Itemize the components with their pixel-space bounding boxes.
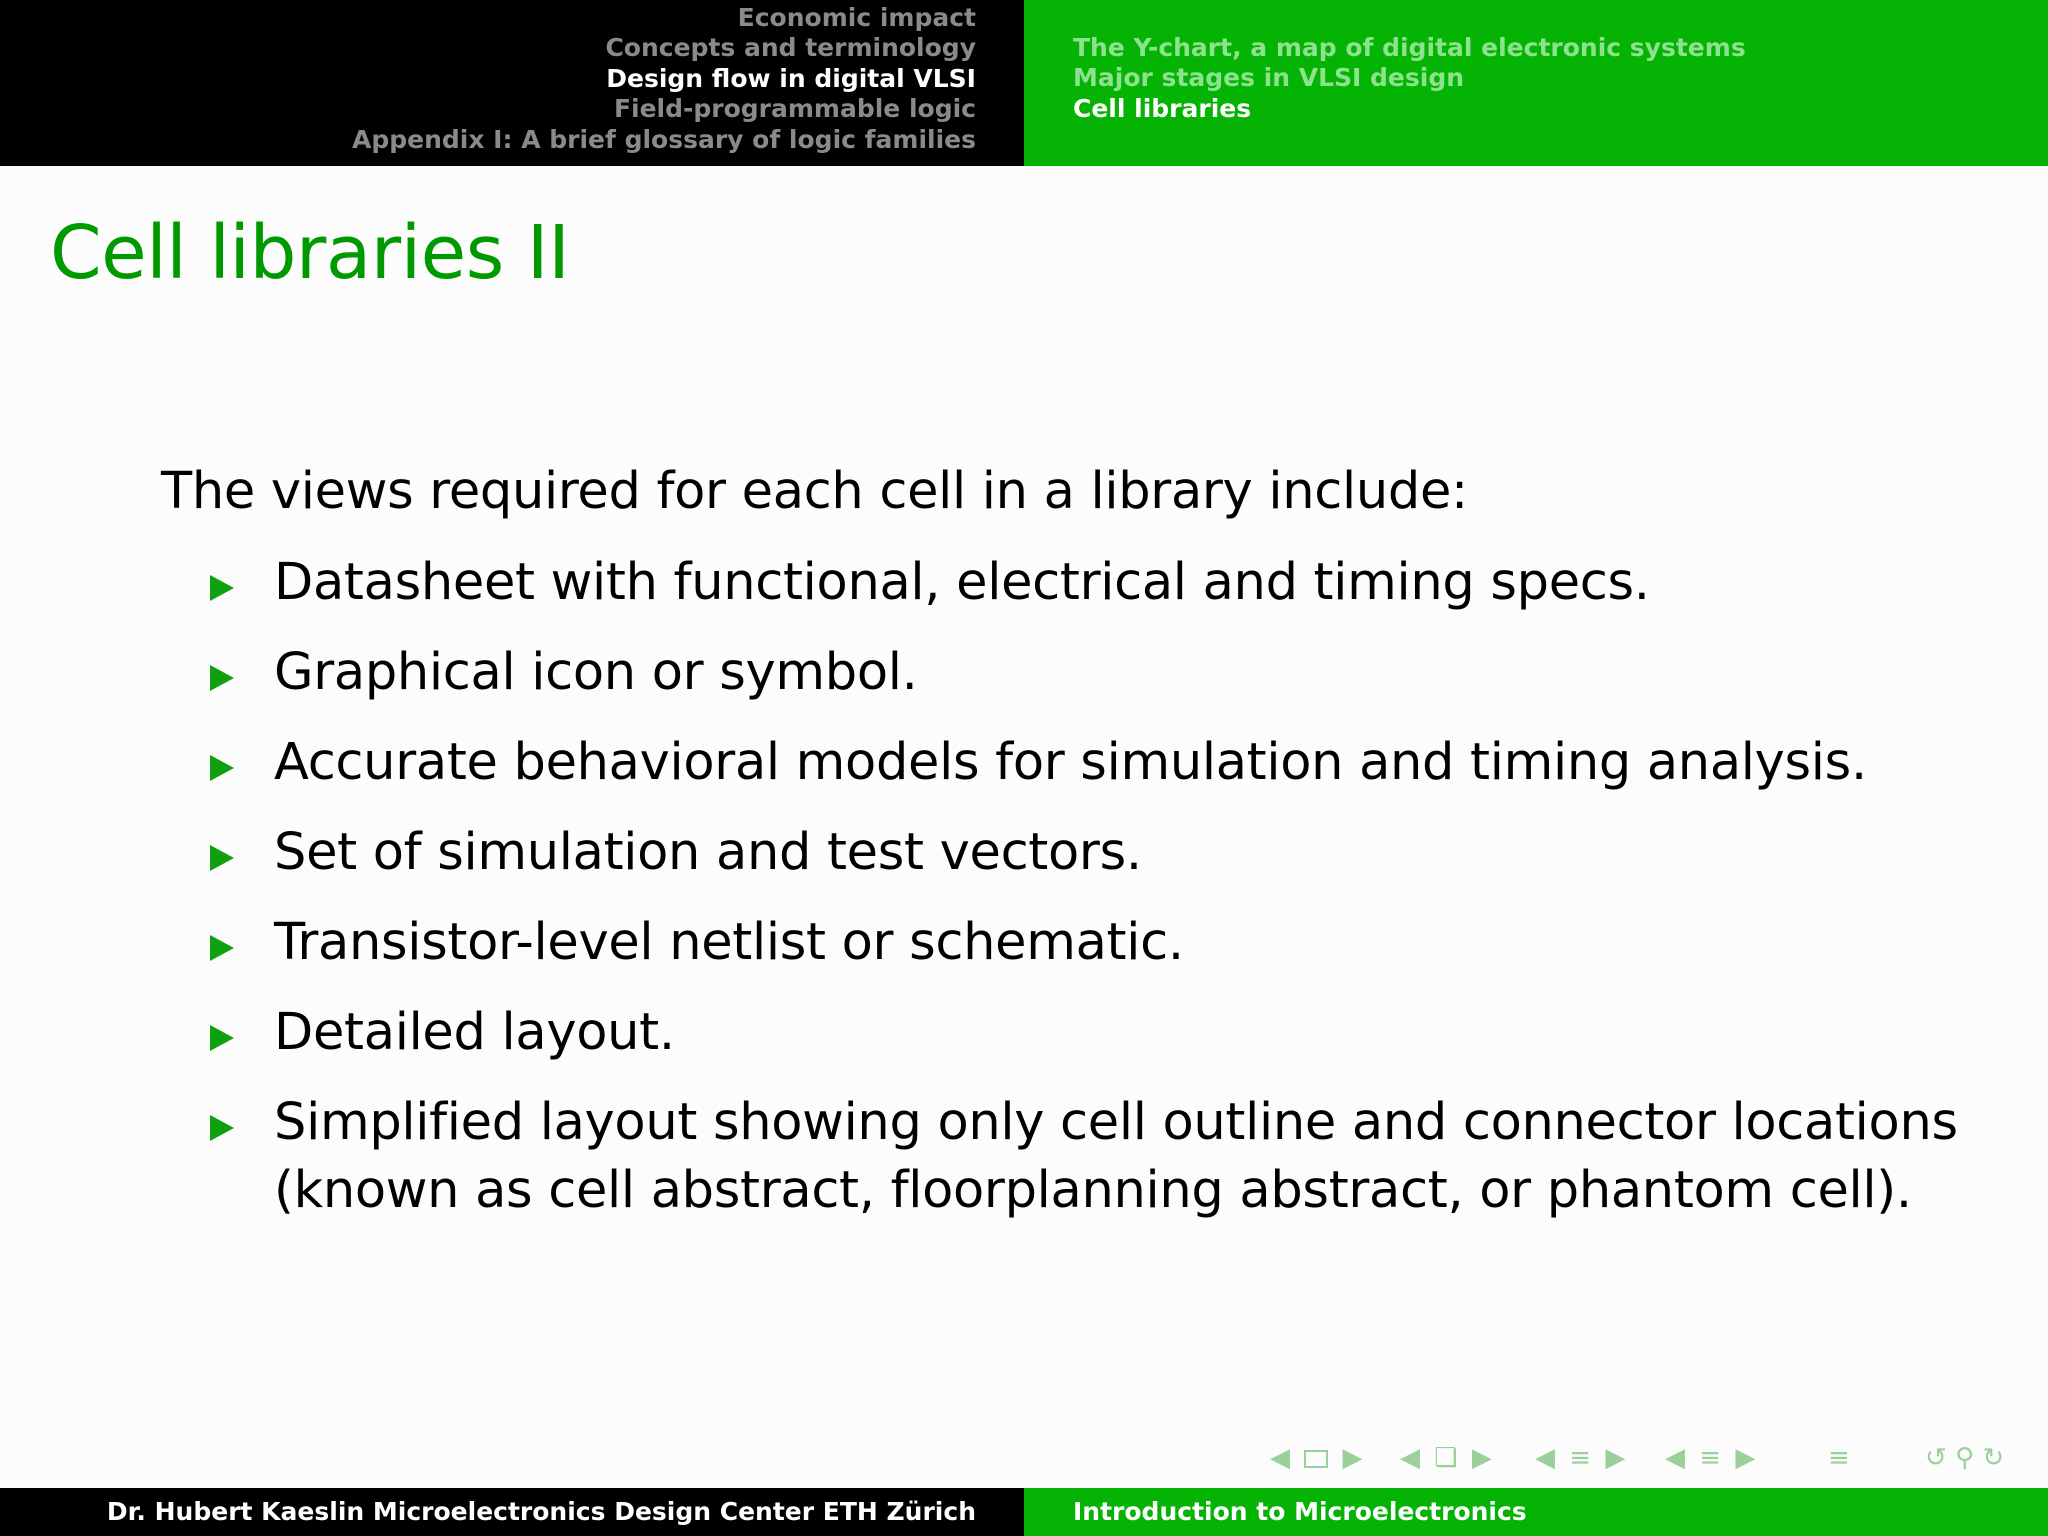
list-item-text: Transistor-level netlist or schematic. — [274, 913, 1184, 972]
forward-icon[interactable]: ↻ — [1982, 1443, 2005, 1473]
footer-title: Introduction to Microelectronics — [1073, 1497, 1527, 1526]
nav-prev-icon[interactable]: ◀ — [1535, 1443, 1555, 1473]
list-item-text: (known as cell abstract, floorplanning abstract, or phantom cell). — [274, 1161, 1912, 1220]
nav-section-appendix[interactable]: Appendix I: A brief glossary of logic families — [352, 124, 976, 154]
search-nav[interactable] — [1925, 1440, 2004, 1476]
header-subsections-panel — [1024, 0, 2048, 166]
bullet-triangle-icon — [210, 935, 234, 961]
document-nav[interactable] — [1828, 1440, 1850, 1476]
bullet-triangle-icon — [210, 665, 234, 691]
nav-section-fpga[interactable]: Field-programmable logic — [613, 94, 976, 124]
nav-next-icon[interactable]: ▶ — [1342, 1443, 1363, 1473]
subsection-nav[interactable] — [1400, 1440, 1492, 1476]
list-item-text: Accurate behavioral models for simulation and timing analysis. — [274, 733, 1867, 792]
bullet-triangle-icon — [210, 1025, 234, 1051]
subsection-nav-list — [1073, 33, 1746, 124]
footer-author-panel — [0, 1488, 1024, 1536]
nav-prev-icon[interactable]: ◀ — [1400, 1443, 1420, 1473]
bullet-triangle-icon — [210, 575, 234, 601]
frame-nav[interactable] — [1270, 1440, 1363, 1476]
section-nav[interactable] — [1535, 1440, 1625, 1476]
list-item-text: Datasheet with functional, electrical and timing specs. — [274, 553, 1650, 612]
search-icon[interactable]: ⚲ — [1955, 1443, 1975, 1473]
bullet-triangle-icon — [210, 755, 234, 781]
footer-author: Dr. Hubert Kaeslin Microelectronics Design Center ETH Zürich — [106, 1497, 976, 1526]
frame-icon[interactable] — [1304, 1450, 1328, 1468]
nav-next-icon[interactable]: ▶ — [1605, 1443, 1626, 1473]
list-item-text: Detailed layout. — [274, 1003, 675, 1062]
list-item-text: Graphical icon or symbol. — [274, 643, 918, 702]
subsection-nav[interactable] — [1665, 1440, 1755, 1476]
bullet-triangle-icon — [210, 845, 234, 871]
header-sections-panel — [0, 0, 1024, 166]
subsection-icon[interactable]: ≡ — [1699, 1443, 1722, 1473]
footer-title-panel — [1024, 1488, 2048, 1536]
nav-prev-icon[interactable]: ◀ — [1270, 1443, 1290, 1473]
nav-section-concepts[interactable]: Concepts and terminology — [605, 33, 976, 63]
back-icon[interactable]: ↺ — [1925, 1443, 1947, 1473]
section-icon[interactable]: ≡ — [1569, 1443, 1592, 1473]
section-nav-list — [352, 3, 976, 155]
nav-next-icon[interactable]: ▶ — [1471, 1443, 1492, 1473]
nav-subsection-cell-libraries[interactable]: Cell libraries — [1073, 93, 1252, 123]
nav-prev-icon[interactable]: ◀ — [1665, 1443, 1685, 1473]
document-icon[interactable]: ≡ — [1828, 1443, 1850, 1473]
bullet-triangle-icon — [210, 1115, 234, 1141]
list-item-text: Simplified layout showing only cell outline and connector locations — [274, 1093, 1958, 1152]
slide-title: Cell libraries II — [50, 210, 570, 296]
nav-subsection-major-stages[interactable]: Major stages in VLSI design — [1073, 63, 1465, 93]
intro-text: The views required for each cell in a library include: — [161, 462, 1468, 521]
stacked-frames-icon[interactable]: ❏ — [1434, 1443, 1458, 1473]
nav-next-icon[interactable]: ▶ — [1735, 1443, 1756, 1473]
nav-subsection-y-chart[interactable]: The Y-chart, a map of digital electronic systems — [1073, 33, 1746, 62]
nav-section-design-flow[interactable]: Design flow in digital VLSI — [606, 63, 976, 93]
nav-section-economic-impact[interactable]: Economic impact — [737, 3, 976, 32]
list-item-text: Set of simulation and test vectors. — [274, 823, 1142, 882]
